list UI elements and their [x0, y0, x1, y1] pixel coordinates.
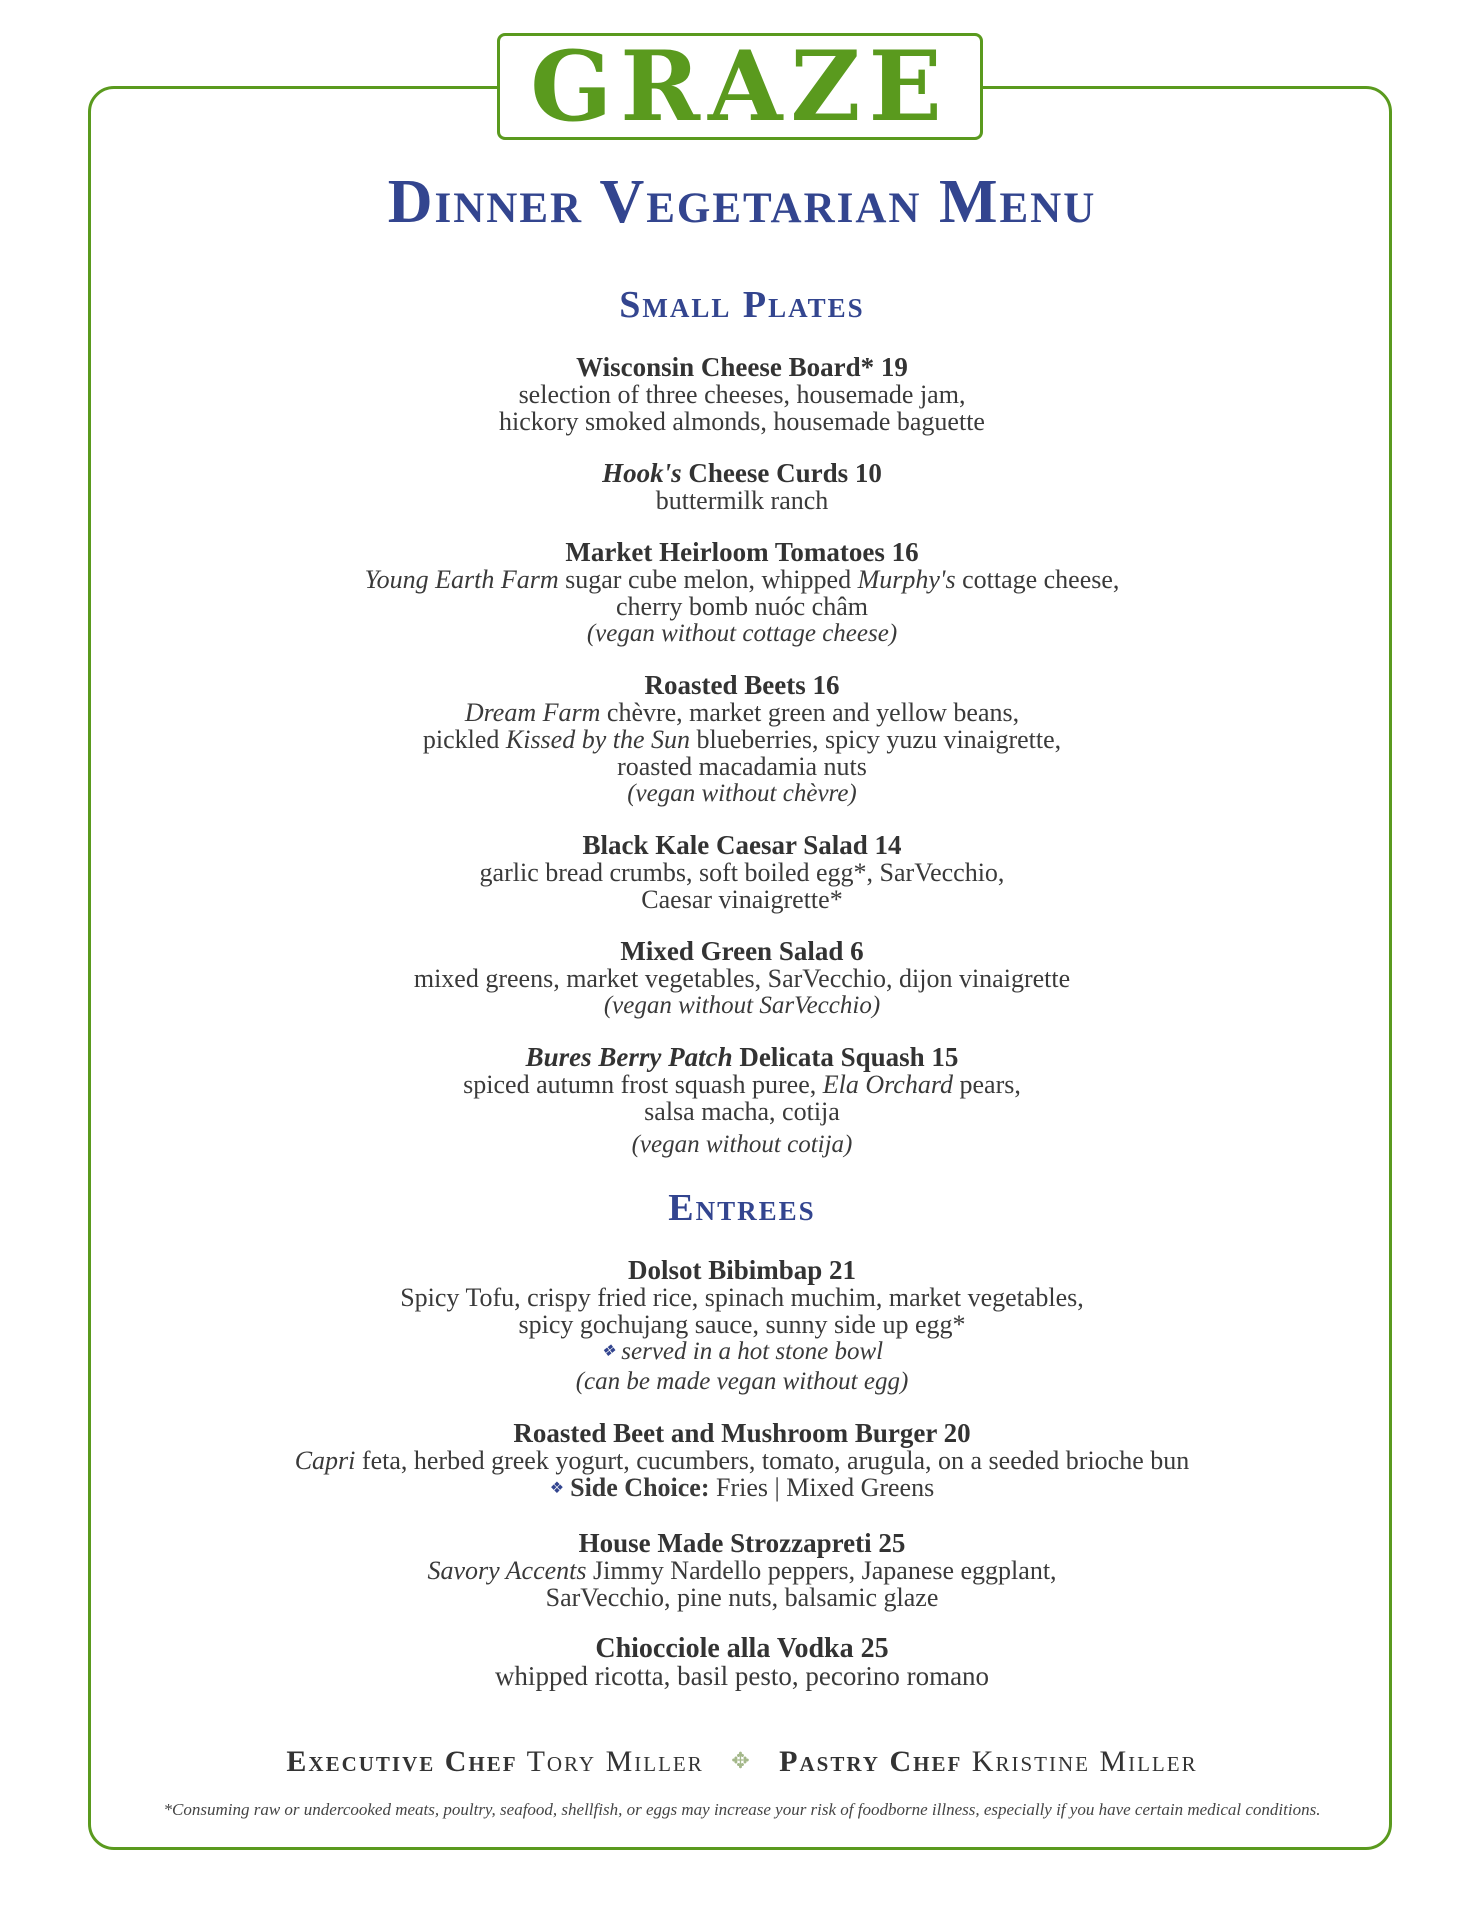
- item-desc: hickory smoked almonds, housemade baguette: [499, 406, 985, 436]
- item-name: Mixed Green Salad 6: [620, 935, 864, 966]
- item-note: (vegan without chèvre): [627, 779, 857, 807]
- item-name: [100, 459, 1384, 487]
- section-heading-small-plates: Small Plates: [619, 284, 865, 326]
- item-name: Roasted Beet and Mushroom Burger 20: [513, 1417, 971, 1448]
- item-name: Wisconsin Cheese Board* 19: [576, 351, 908, 382]
- menu-item: [100, 353, 1384, 435]
- exec-chef-name: Tory Miller: [526, 1745, 704, 1778]
- desc-italic: Ela Orchard: [822, 1069, 953, 1099]
- desc-text: feta, herbed greek yogurt, cucumbers, tomato, arugula, on a seeded brioche bun: [355, 1445, 1190, 1475]
- item-desc: garlic bread crumbs, soft boiled egg*, SarVecchio,: [479, 857, 1005, 887]
- item-name: Market Heirloom Tomatoes 16: [565, 536, 919, 567]
- menu-item: [100, 1632, 1384, 1691]
- desc-italic: Young Earth Farm: [364, 564, 559, 594]
- quatrefoil-icon: ✥: [731, 1748, 752, 1773]
- section-heading-entrees: Entrees: [668, 1186, 816, 1229]
- pastry-chef-role: Pastry Chef: [779, 1745, 963, 1778]
- item-desc: [100, 1071, 1384, 1098]
- item-desc: roasted macadamia nuts: [617, 751, 867, 781]
- desc-italic: Kissed by the Sun: [505, 724, 691, 754]
- item-desc: spicy gochujang sauce, sunny side up egg*: [518, 1309, 966, 1339]
- logo: [497, 29, 983, 143]
- item-note: (vegan without cottage cheese): [586, 619, 898, 647]
- item-desc: [100, 1447, 1384, 1474]
- desc-text: spiced autumn frost squash puree,: [463, 1069, 823, 1099]
- item-desc: buttermilk ranch: [655, 485, 829, 515]
- item-name-rest: Delicata Squash 15: [732, 1041, 959, 1072]
- bullet-note-text: served in a hot stone bowl: [621, 1337, 884, 1365]
- menu-item: [100, 937, 1384, 1019]
- item-desc: [100, 726, 1384, 753]
- item-name-rest: Cheese Curds 10: [681, 457, 882, 488]
- desc-italic: Savory Accents: [427, 1555, 587, 1585]
- item-name: [100, 1043, 1384, 1071]
- desc-text: sugar cube melon, whipped: [558, 564, 858, 594]
- desc-text: pickled: [422, 724, 506, 754]
- item-note: (vegan without SarVecchio): [603, 991, 881, 1019]
- menu-item: [100, 538, 1384, 647]
- side-choice-label: Side Choice:: [570, 1472, 710, 1502]
- diamond-bullet-icon: ❖: [600, 1342, 616, 1360]
- item-desc: selection of three cheeses, housemade jam,: [518, 379, 966, 409]
- menu-content: [100, 285, 1384, 1714]
- desc-italic: Murphy's: [857, 564, 956, 594]
- item-name: Roasted Beets 16: [644, 669, 840, 700]
- menu-item: [100, 1529, 1384, 1611]
- logo-text: GRAZE: [530, 29, 950, 143]
- menu-item: [100, 1419, 1384, 1505]
- side-choice: [100, 1474, 1384, 1505]
- chef-credits: [0, 1745, 1484, 1779]
- item-name: Black Kale Caesar Salad 14: [582, 829, 902, 860]
- item-desc: Spicy Tofu, crispy fried rice, spinach muchim, market vegetables,: [400, 1282, 1084, 1312]
- item-desc: [100, 566, 1384, 593]
- item-name: Dolsot Bibimbap 21: [627, 1254, 857, 1285]
- menu-item: [100, 671, 1384, 807]
- menu-item: [100, 1256, 1384, 1395]
- diamond-bullet-icon: ❖: [549, 1479, 565, 1497]
- item-desc: SarVecchio, pine nuts, balsamic glaze: [545, 1582, 939, 1612]
- item-note: (vegan without cotija): [631, 1130, 853, 1158]
- item-desc: [100, 1557, 1384, 1584]
- item-name: House Made Strozzapreti 25: [578, 1527, 906, 1558]
- desc-text: Jimmy Nardello peppers, Japanese eggplant,: [586, 1555, 1057, 1585]
- food-safety-disclaimer: *Consuming raw or undercooked meats, poultry, seafood, shellfish, or eggs may increase your risk of foodborne illness, especially if you have certain medical conditions.: [163, 1800, 1321, 1819]
- desc-italic: Capri: [294, 1445, 356, 1475]
- side-choice-options: Fries | Mixed Greens: [709, 1472, 935, 1502]
- item-desc: cherry bomb nuóc châm: [616, 591, 868, 621]
- menu-item: [100, 831, 1384, 913]
- item-desc: [100, 699, 1384, 726]
- item-bullet-note: [100, 1338, 1384, 1368]
- item-note: (can be made vegan without egg): [575, 1367, 909, 1395]
- item-name-italic: Hook's: [602, 457, 682, 488]
- desc-text: chèvre, market green and yellow beans,: [600, 697, 1020, 727]
- desc-text: blueberries, spicy yuzu vinaigrette,: [690, 724, 1062, 754]
- item-name: Chiocciole alla Vodka 25: [595, 1632, 889, 1664]
- item-name-italic: Bures Berry Patch: [525, 1041, 733, 1072]
- item-desc: whipped ricotta, basil pesto, pecorino romano: [494, 1660, 990, 1691]
- pastry-chef-name: Kristine Miller: [971, 1745, 1198, 1778]
- exec-chef-role: Executive Chef: [286, 1745, 518, 1778]
- page-title: Dinner Vegetarian Menu: [387, 168, 1097, 236]
- item-desc: Caesar vinaigrette*: [641, 884, 843, 914]
- menu-item: [100, 459, 1384, 514]
- menu-item: [100, 1043, 1384, 1158]
- desc-text: pears,: [952, 1069, 1021, 1099]
- item-desc: mixed greens, market vegetables, SarVecchio, dijon vinaigrette: [413, 963, 1071, 993]
- desc-text: cottage cheese,: [955, 564, 1120, 594]
- desc-italic: Dream Farm: [464, 697, 601, 727]
- item-desc: salsa macha, cotija: [644, 1096, 840, 1126]
